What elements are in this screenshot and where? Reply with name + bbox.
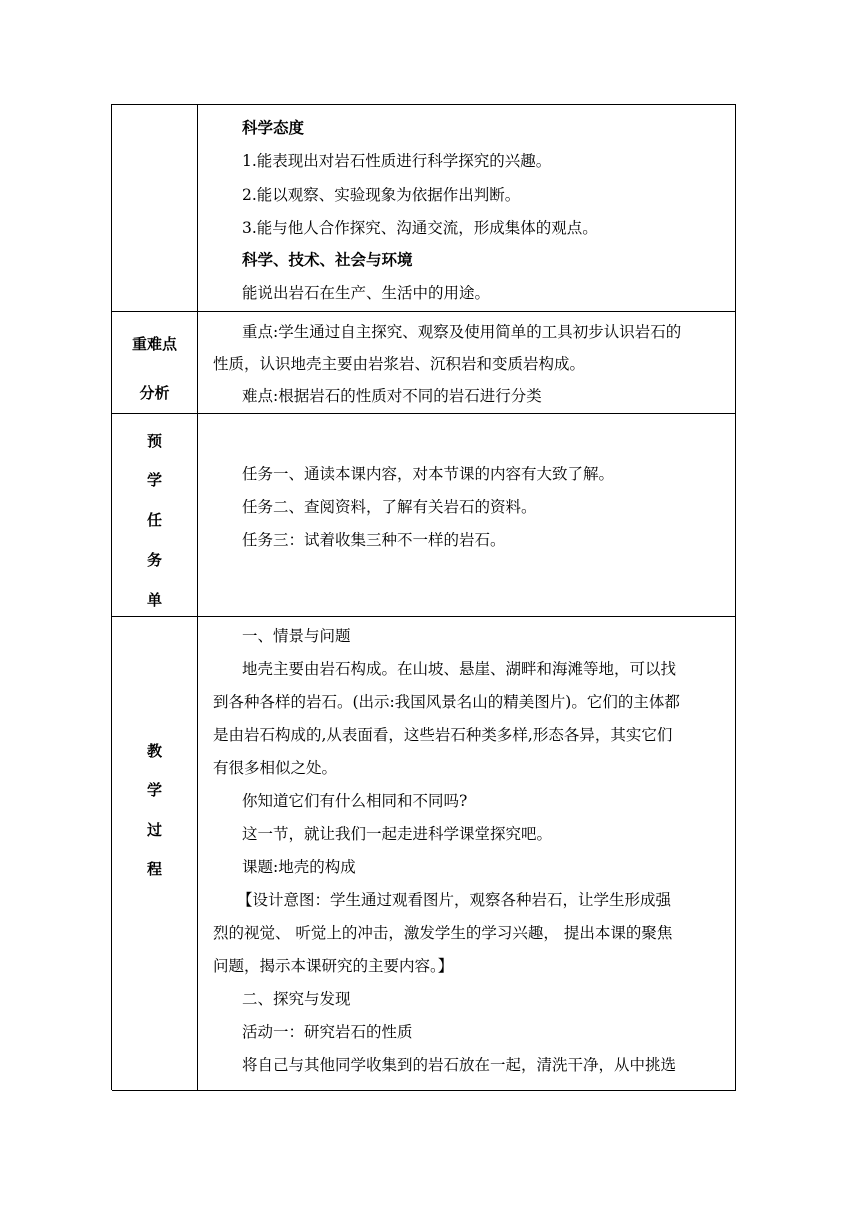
label-char: 任 [146, 511, 162, 529]
process-line: 有很多相似之处。 [213, 759, 338, 777]
row-key-points [112, 312, 736, 414]
label-char: 学 [146, 781, 162, 799]
label-line: 分析 [139, 384, 170, 402]
preview-label-cell [112, 414, 198, 616]
process-line: 一、情景与问题 [242, 627, 351, 645]
label-char: 单 [146, 591, 162, 609]
key-points-content-cell [198, 312, 736, 413]
label-line: 重难点 [131, 335, 177, 353]
process-label-cell [112, 617, 198, 1090]
process-line: 将自己与其他同学收集到的岩石放在一起，清洗干净，从中挑选 [242, 1056, 677, 1074]
heading-science-attitude: 科学态度 [242, 119, 305, 137]
row-attitude-content-cell [198, 105, 736, 311]
process-line: 是由岩石构成的,从表面看，这些岩石种类多样,形态各异，其实它们 [213, 726, 673, 744]
difficulty-line: 难点:根据岩石的性质对不同的岩石进行分类 [242, 387, 542, 405]
key-points-label-cell [112, 312, 198, 413]
key-point-line: 重点:学生通过自主探究、观察及使用简单的工具初步认识岩石的 [242, 323, 682, 341]
label-char: 过 [146, 821, 162, 839]
process-content-cell [198, 617, 736, 1090]
process-line: 到各种各样的岩石。(出示:我国风景名山的精美图片)。它们的主体都 [213, 693, 680, 711]
process-line: 课题:地壳的构成 [242, 858, 356, 876]
sts-text: 能说出岩石在生产、生活中的用途。 [242, 284, 491, 302]
heading-sts: 科学、技术、社会与环境 [242, 251, 413, 269]
attitude-item: 3.能与他人合作探究、沟通交流，形成集体的观点。 [242, 219, 598, 237]
process-line: 二、探究与发现 [242, 990, 351, 1008]
design-intent-line: 烈的视觉、 听觉上的冲击，激发学生的学习兴趣， 提出本课的聚焦 [213, 924, 673, 942]
task-item: 任务三：试着收集三种不一样的岩石。 [242, 531, 506, 549]
row-teaching-process [112, 617, 736, 1091]
label-char: 教 [146, 742, 162, 760]
row-attitude-label-cell [112, 105, 198, 311]
lesson-plan-table [111, 104, 736, 1090]
process-line: 地壳主要由岩石构成。在山坡、悬崖、湖畔和海滩等地，可以找 [242, 660, 677, 678]
attitude-item: 2.能以观察、实验现象为依据作出判断。 [242, 186, 521, 204]
label-char: 程 [146, 860, 162, 878]
task-item: 任务二、查阅资料，了解有关岩石的资料。 [242, 498, 537, 516]
task-item: 任务一、通读本课内容，对本节课的内容有大致了解。 [242, 465, 615, 483]
design-intent-line: 【设计意图：学生通过观看图片，观察各种岩石，让学生形成强 [237, 891, 672, 909]
process-line: 你知道它们有什么相同和不同吗? [242, 792, 468, 810]
row-attitude [112, 105, 736, 312]
row-preview-tasks [112, 414, 736, 617]
label-char: 预 [146, 432, 162, 450]
label-char: 学 [146, 471, 162, 489]
process-line: 这一节，就让我们一起走进科学课堂探究吧。 [242, 825, 553, 843]
label-char: 务 [146, 551, 162, 569]
key-point-line: 性质，认识地壳主要由岩浆岩、沉积岩和变质岩构成。 [213, 355, 586, 373]
design-intent-line: 问题，揭示本课研究的主要内容。】 [213, 957, 454, 975]
attitude-item: 1.能表现出对岩石性质进行科学探究的兴趣。 [242, 152, 552, 170]
preview-content-cell [198, 414, 736, 616]
process-line: 活动一：研究岩石的性质 [242, 1023, 413, 1041]
